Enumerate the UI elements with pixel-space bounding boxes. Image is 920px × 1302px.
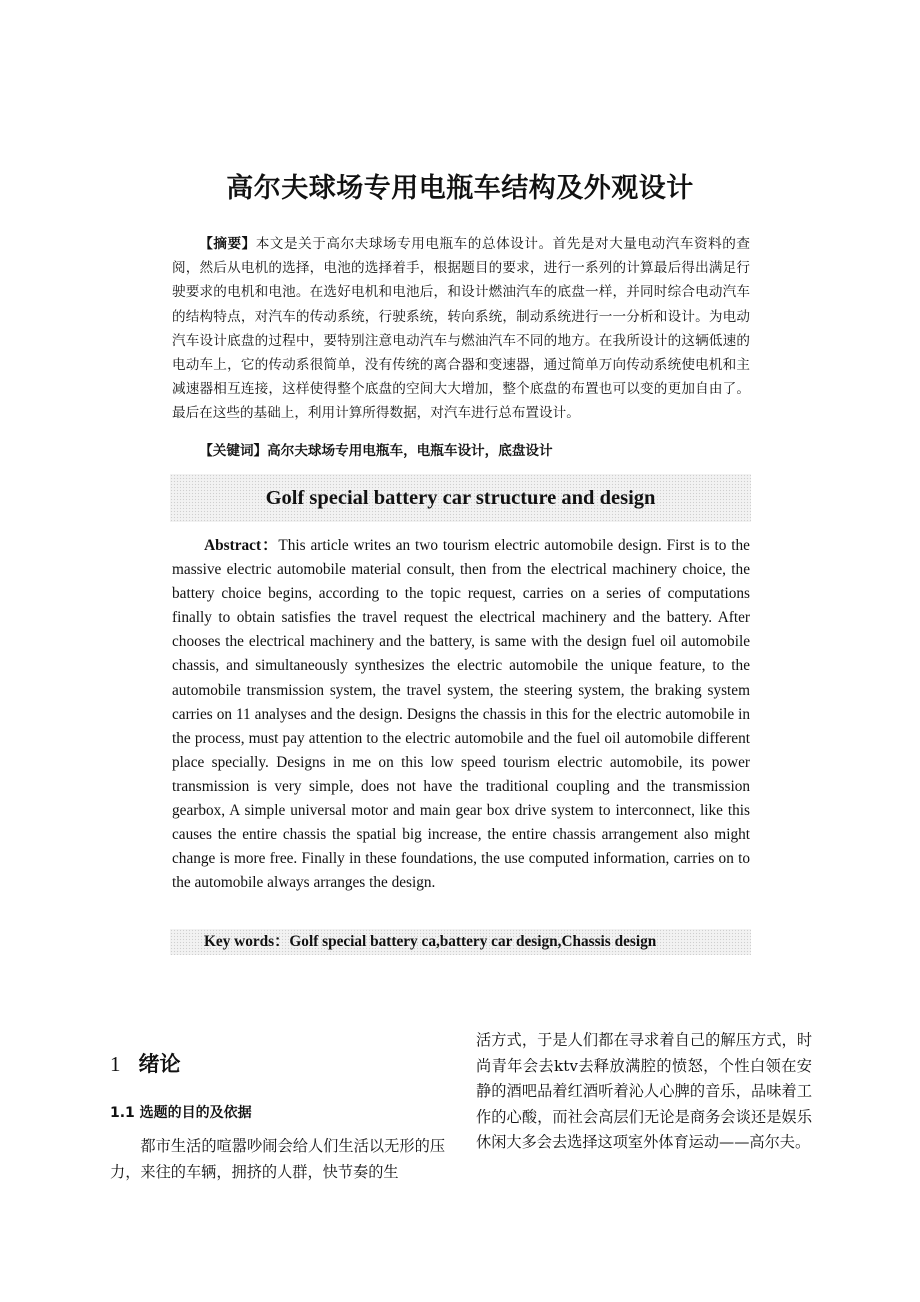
chinese-keywords-label: 【关键词】 [199, 443, 268, 459]
subsection-heading: 1.1 选题的目的及依据 [110, 1105, 252, 1121]
paper-title: 高尔夫球场专用电瓶车结构及外观设计 [226, 173, 694, 204]
english-keywords-box [170, 929, 751, 955]
body-right-column: 活方式，于是人们都在寻求着自己的解压方式，时尚青年会去ktv去释放满腔的愤怒，个性白领在安静的酒吧品着红酒听着沁人心脾的音乐，品味着工作的心酸，而社会高层们无论是商务会谈还是娱乐休闲大多会去选择这项室外体育运动——高尔夫。 [476, 1031, 812, 1152]
chinese-abstract-label: 【摘要】 [199, 236, 256, 252]
chinese-keywords-text: 高尔夫球场专用电瓶车，电瓶车设计，底盘设计 [267, 443, 553, 459]
english-abstract [172, 534, 750, 895]
english-keywords: Key words：Golf special battery ca,battery car design,Chassis design [204, 933, 657, 950]
section-number: 1 [110, 1052, 121, 1076]
english-abstract-label: Abstract： [204, 537, 279, 554]
body-left-column: 都市生活的喧嚣吵闹会给人们生活以无形的压力，来往的车辆，拥挤的人群，快节奏的生 [110, 1137, 445, 1181]
english-title-box [170, 474, 751, 522]
english-title: Golf special battery car structure and design [265, 486, 656, 509]
chinese-abstract [172, 232, 750, 426]
chinese-abstract-text: 本文是关于高尔夫球场专用电瓶车的总体设计。首先是对大量电动汽车资料的查阅，然后从电机的选择，电池的选择着手，根据题目的要求，进行一系列的计算最后得出满足行驶要求的电机和电池。在选好电机和电池后，和设计燃油汽车的底盘一样，并同时综合电动汽车的结构特点，对汽车的传动系统，行驶系统，转向系统，制动系统进行一一分析和设计。为电动汽车设计底盘的过程中，要特别注意电动汽车与燃油汽车不同的地方。在我所设计的这辆低速的电动车上，它的传动系很简单，没有传统的离合器和变速器，通过简单万向传动系统使电机和主减速器相互连接，这样使得整个底盘的空间大大增加，整个底盘的布置也可以变的更加自由了。最后在这些的基础上，利用计算所得数据，对汽车进行总布置设计。 [172, 236, 751, 422]
english-abstract-text: This article writes an two tourism electric automobile design. First is to the massive electric automobile material consult, then from the electrical machinery choice, the battery choice begins, according to the topic request, carries on a series of computations finally to obtain satisfies the travel request the electrical machinery and the battery. After chooses the electrical machinery and the battery, is same with the design fuel oil automobile chassis, and simultaneously synthesizes the electric automobile the unique feature, to the automobile transmission system, the travel system, the steering system, the braking system carries on 11 analyses and the design. Designs the chassis in this for the electric automobile in the process, must pay attention to the electric automobile and the fuel oil automobile different place specially. Designs in me on this low speed tourism electric automobile, its power transmission is very simple, does not have the traditional coupling and the transmission gearbox, A simple universal motor and main gear box drive system to interconnect, like this causes the entire chassis the spatial big increase, the entire chassis arrangement also might change is more free. Finally in these foundations, the use computed information, carries on to the automobile always arranges the design. [172, 537, 750, 892]
section-heading [110, 1048, 181, 1078]
chinese-keywords [172, 439, 750, 463]
section-title-text: 绪论 [138, 1051, 181, 1076]
